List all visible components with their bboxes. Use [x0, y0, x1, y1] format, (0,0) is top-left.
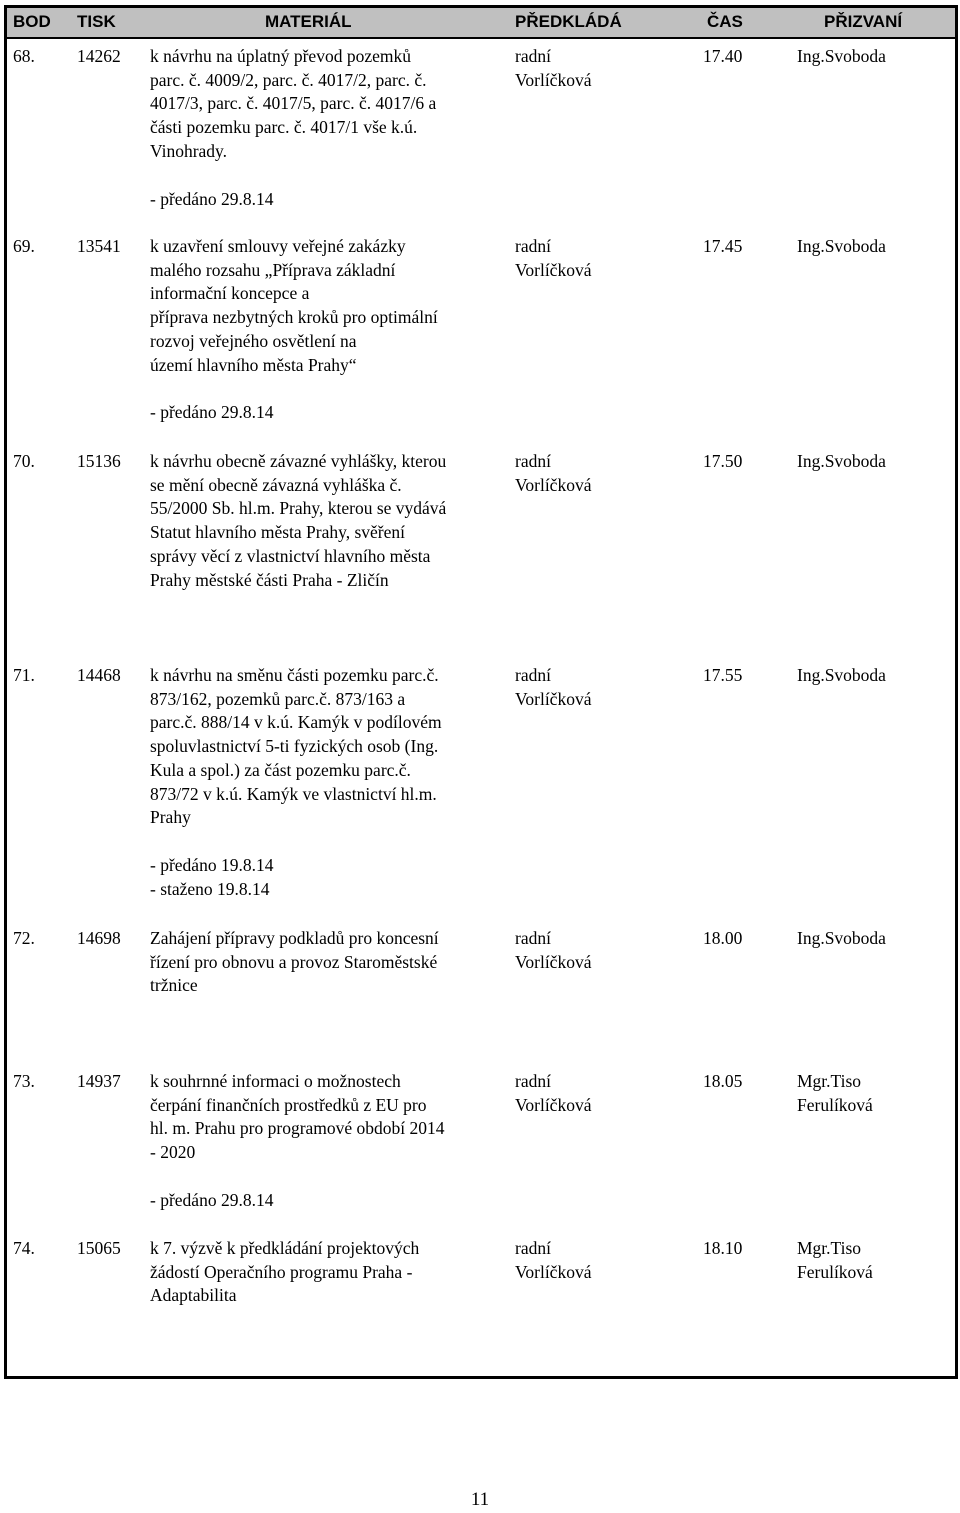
predklada-line: Vorlíčková	[515, 259, 592, 280]
prizvani-line: Mgr.Tiso	[797, 1071, 862, 1091]
material-line: k souhrnné informaci o možnostech	[150, 1071, 401, 1091]
prizvani-cell	[797, 1070, 873, 1117]
material-line: parc.č. 888/14 v k.ú. Kamýk v podílovém	[150, 712, 442, 733]
material-line: se mění obecně závazná vyhláška č.	[150, 474, 402, 495]
material-line: tržnice	[150, 975, 198, 996]
material-line: Prahy	[150, 807, 191, 828]
prizvani-line: Ferulíková	[797, 1261, 873, 1282]
predklada-cell	[515, 450, 591, 497]
page-number: 11	[470, 1489, 490, 1510]
predklada-line: radní	[515, 665, 551, 685]
material-cell	[150, 450, 510, 592]
material-line: 55/2000 Sb. hl.m. Prahy, kterou se vydává	[150, 498, 447, 519]
material-line: k 7. výzvě k předkládání projektových	[150, 1238, 420, 1258]
material-line: informační koncepce a	[150, 283, 310, 304]
material-line: Statut hlavního města Prahy, svěření	[150, 522, 405, 543]
material-line: k návrhu na úplatný převod pozemků	[150, 46, 411, 66]
material-line: malého rozsahu „Příprava základní	[150, 259, 396, 280]
tisk-cell: 14937	[77, 1071, 121, 1091]
header-cas: ČAS	[707, 12, 743, 31]
material-line: - 2020	[150, 1142, 196, 1163]
material-line: správy věcí z vlastnictví hlavního města	[150, 545, 431, 566]
predklada-line: Vorlíčková	[515, 688, 592, 709]
bod-cell: 70.	[13, 451, 35, 471]
header-bod: BOD	[13, 12, 51, 31]
material-line: území hlavního města Prahy“	[150, 354, 357, 375]
predklada-line: radní	[515, 1238, 551, 1258]
material-line: příprava nezbytných kroků pro optimální	[150, 307, 438, 328]
header-tisk: TISK	[77, 12, 116, 31]
predklada-line: radní	[515, 451, 551, 471]
material-line: 873/162, pozemků parc.č. 873/163 a	[150, 688, 406, 709]
bod-cell: 73.	[13, 1071, 35, 1091]
status-note	[150, 854, 510, 901]
material-cell	[150, 45, 510, 211]
note-line: - předáno 29.8.14	[150, 1189, 274, 1210]
cas-cell: 17.50	[703, 451, 743, 471]
material-line: k návrhu obecně závazné vyhlášky, kterou	[150, 451, 447, 471]
material-cell	[150, 1070, 510, 1213]
predklada-cell	[515, 1237, 591, 1284]
predklada-line: radní	[515, 1071, 551, 1091]
material-line: řízení pro obnovu a provoz Staroměstské	[150, 951, 438, 972]
predklada-line: Vorlíčková	[515, 1261, 592, 1282]
material-line: Kula a spol.) za část pozemku parc.č.	[150, 759, 411, 780]
prizvani-line: Ing.Svoboda	[797, 46, 886, 66]
material-line: Prahy městské části Praha - Zličín	[150, 569, 389, 590]
prizvani-line: Ing.Svoboda	[797, 451, 886, 471]
material-line: spoluvlastnictví 5-ti fyzických osob (Ing.	[150, 736, 439, 757]
material-line: Adaptabilita	[150, 1285, 237, 1306]
prizvani-cell	[797, 45, 886, 69]
header-predklada: PŘEDKLÁDÁ	[515, 12, 622, 31]
note-line: - předáno 19.8.14	[150, 854, 274, 875]
predklada-line: Vorlíčková	[515, 69, 592, 90]
bod-cell: 72.	[13, 928, 35, 948]
tisk-cell: 14468	[77, 665, 121, 685]
material-line: parc. č. 4009/2, parc. č. 4017/2, parc. č.	[150, 69, 427, 90]
predklada-cell	[515, 664, 591, 711]
predklada-line: Vorlíčková	[515, 951, 592, 972]
bod-cell: 69.	[13, 236, 35, 256]
cas-cell: 18.10	[703, 1238, 743, 1258]
material-line: hl. m. Prahu pro programové období 2014	[150, 1118, 445, 1139]
material-line: 873/72 v k.ú. Kamýk ve vlastnictví hl.m.	[150, 783, 437, 804]
table-header	[7, 8, 955, 39]
predklada-line: radní	[515, 236, 551, 256]
cas-cell: 17.45	[703, 236, 743, 256]
header-prizvani: PŘIZVANÍ	[824, 12, 903, 31]
status-note	[150, 1189, 510, 1213]
material-line: žádostí Operačního programu Praha -	[150, 1261, 413, 1282]
note-line: - předáno 29.8.14	[150, 188, 274, 209]
tisk-cell: 15136	[77, 451, 121, 471]
predklada-cell	[515, 927, 591, 974]
prizvani-line: Ing.Svoboda	[797, 665, 886, 685]
predklada-cell	[515, 45, 591, 92]
note-line: - předáno 29.8.14	[150, 402, 274, 423]
cas-cell: 18.00	[703, 928, 743, 948]
prizvani-line: Ing.Svoboda	[797, 928, 886, 948]
prizvani-cell	[797, 1237, 873, 1284]
material-cell	[150, 664, 510, 901]
tisk-cell: 13541	[77, 236, 121, 256]
bod-cell: 68.	[13, 46, 35, 66]
material-line: 4017/3, parc. č. 4017/5, parc. č. 4017/6 a	[150, 93, 437, 114]
material-line: Zahájení přípravy podkladů pro koncesní	[150, 928, 439, 948]
material-line: Vinohrady.	[150, 140, 228, 161]
predklada-cell	[515, 1070, 591, 1117]
prizvani-cell	[797, 927, 886, 951]
predklada-line: Vorlíčková	[515, 1094, 592, 1115]
tisk-cell: 15065	[77, 1238, 121, 1258]
material-cell	[150, 235, 510, 425]
tisk-cell: 14698	[77, 928, 121, 948]
material-cell	[150, 927, 510, 998]
prizvani-line: Ing.Svoboda	[797, 236, 886, 256]
predklada-line: radní	[515, 46, 551, 66]
prizvani-cell	[797, 664, 886, 688]
note-line: - staženo 19.8.14	[150, 878, 270, 899]
cas-cell: 17.40	[703, 46, 743, 66]
material-cell	[150, 1237, 510, 1308]
tisk-cell: 14262	[77, 46, 121, 66]
header-material: MATERIÁL	[265, 12, 352, 31]
cas-cell: 17.55	[703, 665, 743, 685]
prizvani-cell	[797, 450, 886, 474]
predklada-line: Vorlíčková	[515, 474, 592, 495]
material-line: čerpání finančních prostředků z EU pro	[150, 1094, 427, 1115]
bod-cell: 74.	[13, 1238, 35, 1258]
material-line: rozvoj veřejného osvětlení na	[150, 330, 357, 351]
agenda-table	[4, 5, 958, 1379]
material-line: k uzavření smlouvy veřejné zakázky	[150, 236, 406, 256]
bod-cell: 71.	[13, 665, 35, 685]
status-note	[150, 188, 510, 212]
material-line: části pozemku parc. č. 4017/1 vše k.ú.	[150, 117, 418, 138]
prizvani-cell	[797, 235, 886, 259]
status-note	[150, 401, 510, 425]
predklada-cell	[515, 235, 591, 282]
predklada-line: radní	[515, 928, 551, 948]
prizvani-line: Ferulíková	[797, 1094, 873, 1115]
prizvani-line: Mgr.Tiso	[797, 1238, 862, 1258]
cas-cell: 18.05	[703, 1071, 743, 1091]
material-line: k návrhu na směnu části pozemku parc.č.	[150, 665, 439, 685]
